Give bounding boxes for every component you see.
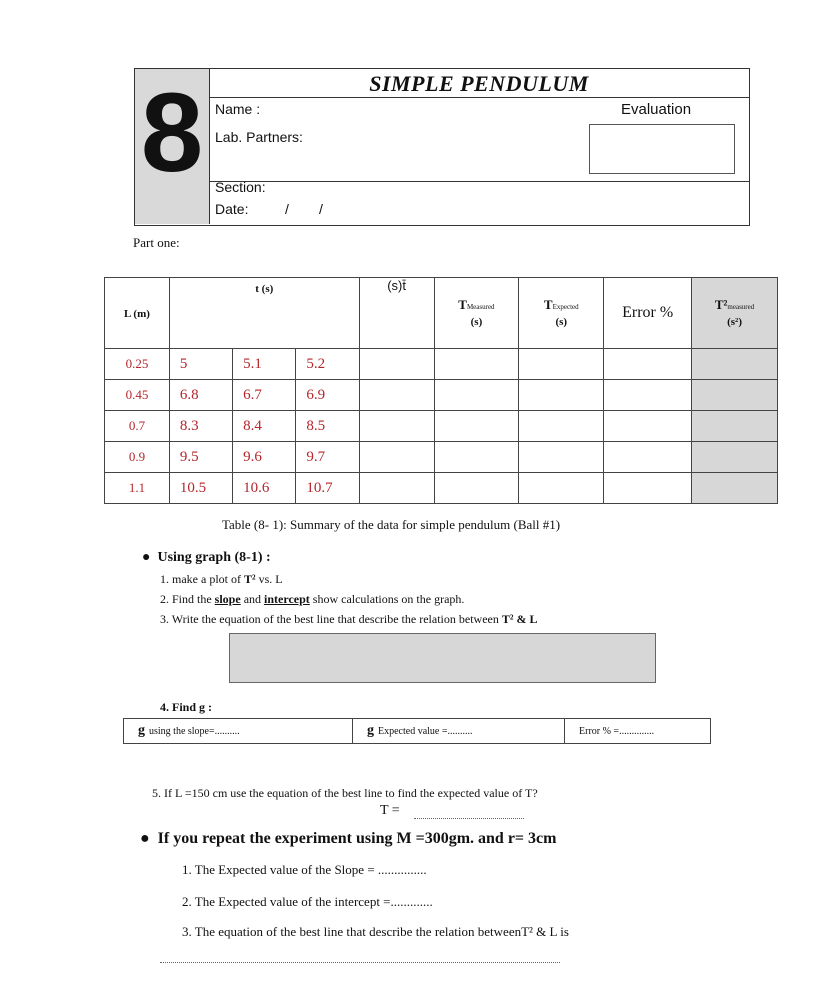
experiment-number: 8 — [140, 70, 204, 195]
evaluation-label: Evaluation — [621, 101, 692, 118]
g-expected-cell[interactable]: g Expected value =.......... — [352, 719, 564, 743]
cell-times: 8.3 8.4 8.5 — [169, 411, 359, 442]
header-error: Error % — [604, 278, 692, 349]
evaluation-box[interactable] — [589, 124, 735, 174]
table-row — [105, 380, 778, 411]
graph-item-4: 4. Find g : — [160, 700, 213, 714]
g-error-cell[interactable]: Error % =.............. — [564, 719, 709, 743]
cell-t-measured[interactable] — [434, 473, 519, 504]
repeat-heading: ● If you repeat the experiment using M =300gm. and r= 3cm — [140, 830, 557, 847]
header-length: L (m) — [105, 278, 170, 349]
lab-partners-label: Lab. Partners: — [215, 129, 303, 145]
header-t-expected: TExpected (s) — [519, 278, 604, 349]
cell-t-avg[interactable] — [359, 473, 434, 504]
cell-t-expected[interactable] — [519, 411, 604, 442]
graph-item-2: 2. Find the slope and intercept show calculations on the graph. — [160, 592, 465, 606]
cell-t-avg[interactable] — [359, 442, 434, 473]
repeat-item-2: 2. The Expected value of the intercept =............. — [182, 894, 433, 909]
cell-t2[interactable] — [692, 411, 778, 442]
date-separator: / — [285, 201, 289, 217]
cell-error[interactable] — [604, 442, 692, 473]
table-caption: Table (8- 1): Summary of the data for simple pendulum (Ball #1) — [222, 517, 561, 532]
experiment-number-cell — [135, 69, 210, 224]
table-row — [105, 349, 778, 380]
graph-item-3: 3. Write the equation of the best line that describe the relation between T² & L — [160, 612, 538, 626]
t-answer-label: T = — [380, 803, 400, 818]
g-results-table — [123, 718, 711, 744]
table-row — [105, 442, 778, 473]
header-t-measured: TMeasured (s) — [434, 278, 519, 349]
table-row — [105, 411, 778, 442]
cell-times: 10.5 10.6 10.7 — [169, 473, 359, 504]
cell-t-measured[interactable] — [434, 442, 519, 473]
cell-t2[interactable] — [692, 442, 778, 473]
item-5: 5. If L =150 cm use the equation of the best line to find the expected value of T? — [152, 786, 538, 800]
cell-t-measured[interactable] — [434, 380, 519, 411]
page-title: SIMPLE PENDULUM — [369, 71, 589, 96]
cell-length: 0.45 — [105, 380, 170, 411]
equation-answer-box[interactable] — [229, 633, 656, 683]
cell-error[interactable] — [604, 380, 692, 411]
table-row — [105, 473, 778, 504]
section-divider — [209, 181, 749, 182]
cell-t2[interactable] — [692, 349, 778, 380]
cell-error[interactable] — [604, 473, 692, 504]
data-table — [104, 277, 778, 504]
cell-t-expected[interactable] — [519, 349, 604, 380]
name-label: Name : — [215, 101, 261, 117]
cell-length: 1.1 — [105, 473, 170, 504]
cell-t-expected[interactable] — [519, 473, 604, 504]
cell-times: 6.8 6.7 6.9 — [169, 380, 359, 411]
date-separator: / — [319, 201, 323, 217]
t-answer-line[interactable] — [414, 806, 524, 819]
repeat-item-1: 1. The Expected value of the Slope = ............... — [182, 862, 427, 877]
title-divider — [209, 97, 749, 98]
cell-times: 5 5.1 5.2 — [169, 349, 359, 380]
cell-t2[interactable] — [692, 473, 778, 504]
cell-t-measured[interactable] — [434, 411, 519, 442]
header-t2-measured: T²measured (s²) — [692, 278, 778, 349]
g-slope-cell[interactable]: g using the slope=.......... — [138, 723, 240, 738]
cell-t-avg[interactable] — [359, 380, 434, 411]
cell-error[interactable] — [604, 349, 692, 380]
cell-length: 0.9 — [105, 442, 170, 473]
header-box — [134, 68, 750, 226]
date-label: Date: — [215, 201, 249, 217]
bullet-icon: ● — [140, 830, 158, 847]
cell-t-avg[interactable] — [359, 411, 434, 442]
section-label: Section: — [215, 179, 266, 195]
header-t-avg: (s)t̄ — [359, 278, 434, 349]
graph-heading: ● Using graph (8-1) : — [142, 550, 271, 565]
part-one-label: Part one: — [133, 235, 180, 250]
equation-answer-line[interactable] — [160, 954, 560, 963]
table-header-row — [105, 278, 778, 349]
repeat-item-3: 3. The equation of the best line that describe the relation betweenT² & L is — [182, 924, 569, 939]
cell-times: 9.5 9.6 9.7 — [169, 442, 359, 473]
cell-length: 0.25 — [105, 349, 170, 380]
cell-error[interactable] — [604, 411, 692, 442]
cell-t-measured[interactable] — [434, 349, 519, 380]
bullet-icon: ● — [142, 550, 158, 565]
cell-t-avg[interactable] — [359, 349, 434, 380]
cell-t-expected[interactable] — [519, 380, 604, 411]
header-time: t (s) — [169, 278, 359, 349]
cell-t-expected[interactable] — [519, 442, 604, 473]
cell-length: 0.7 — [105, 411, 170, 442]
cell-t2[interactable] — [692, 380, 778, 411]
graph-item-1: 1. make a plot of T² vs. L — [160, 572, 283, 586]
